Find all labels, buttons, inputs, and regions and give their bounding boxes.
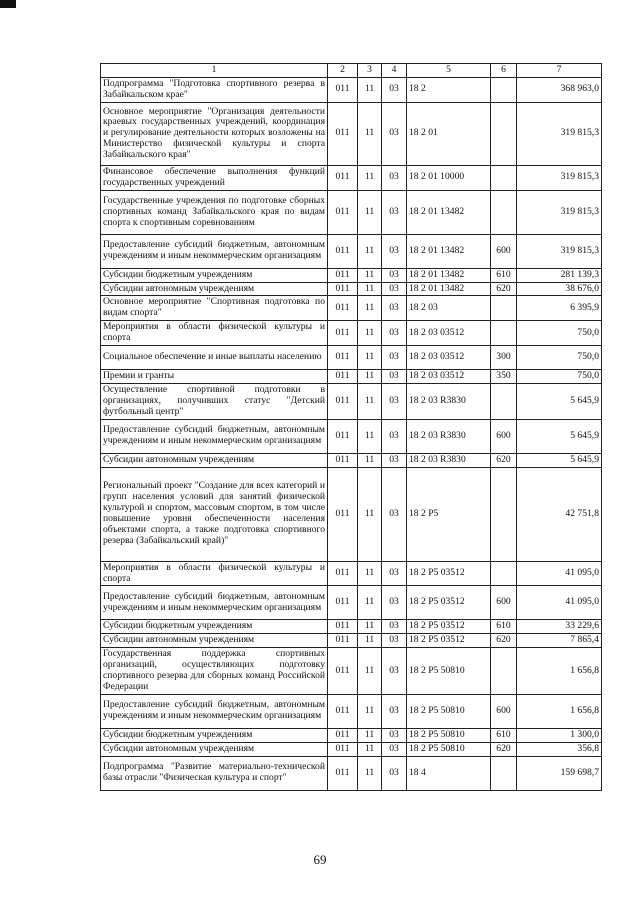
expense-type-cell <box>491 190 517 234</box>
amount-cell: 319 815,3 <box>517 190 602 234</box>
section-cell: 11 <box>358 586 382 620</box>
row-name-cell: Субсидии автономным учреждениям <box>101 634 328 648</box>
section-cell: 11 <box>358 694 382 728</box>
row-name-cell: Региональный проект "Создание для всех категорий и групп населения условий для занятий физической культурой и спортом, массовым спортом, в том числе повышение уровня обеспеченности населения объектами спорта, а также подготовка спортивного резерва (Забайкальский край)" <box>101 467 328 561</box>
subsection-cell: 03 <box>382 370 407 384</box>
table-row <box>101 620 602 634</box>
amount-cell: 41 095,0 <box>517 586 602 620</box>
amount-cell: 159 698,7 <box>517 756 602 790</box>
row-name-cell: Субсидии бюджетным учреждениям <box>101 268 328 282</box>
target-article-cell: 18 2 P5 03512 <box>407 620 491 634</box>
target-article-cell: 18 2 01 13482 <box>407 282 491 296</box>
amount-cell: 41 095,0 <box>517 561 602 586</box>
table-row <box>101 561 602 586</box>
expense-type-cell: 620 <box>491 453 517 467</box>
target-article-cell: 18 2 03 R3830 <box>407 419 491 453</box>
code-cell: 011 <box>328 648 358 695</box>
code-cell: 011 <box>328 634 358 648</box>
expense-type-cell <box>491 296 517 321</box>
subsection-cell: 03 <box>382 756 407 790</box>
amount-cell: 5 645,9 <box>517 383 602 419</box>
subsection-cell: 03 <box>382 694 407 728</box>
amount-cell: 5 645,9 <box>517 453 602 467</box>
expense-type-cell <box>491 102 517 165</box>
target-article-cell: 18 2 03 03512 <box>407 370 491 384</box>
target-article-cell: 18 2 P5 50810 <box>407 742 491 756</box>
expense-type-cell: 600 <box>491 419 517 453</box>
target-article-cell: 18 2 01 13482 <box>407 234 491 268</box>
expense-type-cell: 620 <box>491 742 517 756</box>
section-cell: 11 <box>358 620 382 634</box>
expense-type-cell <box>491 383 517 419</box>
amount-cell: 6 395,9 <box>517 296 602 321</box>
code-cell: 011 <box>328 419 358 453</box>
expense-type-cell <box>491 321 517 346</box>
row-name-cell: Осуществление спортивной подготовки в организациях, получивших статус "Детский футбольный центр" <box>101 383 328 419</box>
column-header: 3 <box>358 64 382 78</box>
table-row <box>101 586 602 620</box>
amount-cell: 319 815,3 <box>517 102 602 165</box>
row-name-cell: Субсидии автономным учреждениям <box>101 742 328 756</box>
amount-cell: 750,0 <box>517 321 602 346</box>
expense-type-cell: 610 <box>491 728 517 742</box>
code-cell: 011 <box>328 561 358 586</box>
row-name-cell: Мероприятия в области физической культуры и спорта <box>101 561 328 586</box>
table-row <box>101 370 602 384</box>
row-name-cell: Субсидии бюджетным учреждениям <box>101 620 328 634</box>
code-cell: 011 <box>328 467 358 561</box>
code-cell: 011 <box>328 296 358 321</box>
target-article-cell: 18 2 01 <box>407 102 491 165</box>
subsection-cell: 03 <box>382 648 407 695</box>
code-cell: 011 <box>328 383 358 419</box>
expense-type-cell: 600 <box>491 694 517 728</box>
code-cell: 011 <box>328 78 358 103</box>
amount-cell: 281 139,3 <box>517 268 602 282</box>
table-row <box>101 268 602 282</box>
section-cell: 11 <box>358 728 382 742</box>
amount-cell: 1 300,0 <box>517 728 602 742</box>
row-name-cell: Предоставление субсидий бюджетным, автономным учреждениям и иным некоммерческим организациям <box>101 234 328 268</box>
target-article-cell: 18 2 P5 50810 <box>407 648 491 695</box>
subsection-cell: 03 <box>382 383 407 419</box>
section-cell: 11 <box>358 370 382 384</box>
amount-cell: 319 815,3 <box>517 165 602 190</box>
expense-type-cell: 610 <box>491 268 517 282</box>
row-name-cell: Государственная поддержка спортивных организаций, осуществляющих подготовку спортивного резерва для сборных команд Российской Федерации <box>101 648 328 695</box>
column-header: 6 <box>491 64 517 78</box>
row-name-cell: Основное мероприятие "Организация деятельности краевых государственных учреждений, координация и регулирование деятельности которых возложены на Министерство физической культуры и спорта Забайкальского края" <box>101 102 328 165</box>
section-cell: 11 <box>358 634 382 648</box>
code-cell: 011 <box>328 346 358 370</box>
target-article-cell: 18 2 <box>407 78 491 103</box>
amount-cell: 42 751,8 <box>517 467 602 561</box>
section-cell: 11 <box>358 742 382 756</box>
row-name-cell: Основное мероприятие "Спортивная подготовка по видам спорта" <box>101 296 328 321</box>
table-row <box>101 346 602 370</box>
target-article-cell: 18 2 P5 50810 <box>407 728 491 742</box>
subsection-cell: 03 <box>382 419 407 453</box>
section-cell: 11 <box>358 561 382 586</box>
target-article-cell: 18 2 03 R3830 <box>407 453 491 467</box>
amount-cell: 7 865,4 <box>517 634 602 648</box>
target-article-cell: 18 2 P5 03512 <box>407 561 491 586</box>
code-cell: 011 <box>328 756 358 790</box>
target-article-cell: 18 2 03 03512 <box>407 321 491 346</box>
section-cell: 11 <box>358 234 382 268</box>
subsection-cell: 03 <box>382 620 407 634</box>
subsection-cell: 03 <box>382 321 407 346</box>
section-cell: 11 <box>358 190 382 234</box>
table-row <box>101 78 602 103</box>
code-cell: 011 <box>328 268 358 282</box>
table-row <box>101 728 602 742</box>
column-header: 1 <box>101 64 328 78</box>
subsection-cell: 03 <box>382 742 407 756</box>
table-row <box>101 165 602 190</box>
table-row <box>101 648 602 695</box>
expense-type-cell <box>491 561 517 586</box>
section-cell: 11 <box>358 383 382 419</box>
code-cell: 011 <box>328 453 358 467</box>
row-name-cell: Финансовое обеспечение выполнения функций государственных учреждений <box>101 165 328 190</box>
code-cell: 011 <box>328 742 358 756</box>
target-article-cell: 18 2 P5 03512 <box>407 634 491 648</box>
expense-type-cell <box>491 756 517 790</box>
target-article-cell: 18 2 01 13482 <box>407 190 491 234</box>
subsection-cell: 03 <box>382 634 407 648</box>
target-article-cell: 18 4 <box>407 756 491 790</box>
code-cell: 011 <box>328 282 358 296</box>
section-cell: 11 <box>358 648 382 695</box>
expense-type-cell: 620 <box>491 282 517 296</box>
table-row <box>101 234 602 268</box>
column-header: 2 <box>328 64 358 78</box>
column-header: 5 <box>407 64 491 78</box>
section-cell: 11 <box>358 268 382 282</box>
section-cell: 11 <box>358 321 382 346</box>
subsection-cell: 03 <box>382 190 407 234</box>
code-cell: 011 <box>328 165 358 190</box>
code-cell: 011 <box>328 190 358 234</box>
column-header: 7 <box>517 64 602 78</box>
table-row <box>101 756 602 790</box>
row-name-cell: Премии и гранты <box>101 370 328 384</box>
table-row <box>101 467 602 561</box>
amount-cell: 33 229,6 <box>517 620 602 634</box>
table-row <box>101 419 602 453</box>
expense-type-cell: 600 <box>491 234 517 268</box>
row-name-cell: Предоставление субсидий бюджетным, автономным учреждениям и иным некоммерческим организациям <box>101 694 328 728</box>
target-article-cell: 18 2 P5 <box>407 467 491 561</box>
target-article-cell: 18 2 P5 03512 <box>407 586 491 620</box>
column-header: 4 <box>382 64 407 78</box>
amount-cell: 1 656,8 <box>517 648 602 695</box>
row-name-cell: Подпрограмма "Подготовка спортивного резерва в Забайкальском крае" <box>101 78 328 103</box>
table-row <box>101 453 602 467</box>
table-row <box>101 190 602 234</box>
expense-type-cell: 610 <box>491 620 517 634</box>
amount-cell: 5 645,9 <box>517 419 602 453</box>
subsection-cell: 03 <box>382 78 407 103</box>
target-article-cell: 18 2 03 R3830 <box>407 383 491 419</box>
budget-table <box>100 63 602 791</box>
subsection-cell: 03 <box>382 728 407 742</box>
code-cell: 011 <box>328 586 358 620</box>
section-cell: 11 <box>358 467 382 561</box>
subsection-cell: 03 <box>382 346 407 370</box>
subsection-cell: 03 <box>382 165 407 190</box>
code-cell: 011 <box>328 694 358 728</box>
table-row <box>101 282 602 296</box>
row-name-cell: Субсидии бюджетным учреждениям <box>101 728 328 742</box>
row-name-cell: Государственные учреждения по подготовке сборных спортивных команд Забайкальского края по видам спорта к спортивным соревнованиям <box>101 190 328 234</box>
section-cell: 11 <box>358 756 382 790</box>
target-article-cell: 18 2 03 03512 <box>407 346 491 370</box>
code-cell: 011 <box>328 321 358 346</box>
code-cell: 011 <box>328 234 358 268</box>
section-cell: 11 <box>358 453 382 467</box>
subsection-cell: 03 <box>382 467 407 561</box>
section-cell: 11 <box>358 296 382 321</box>
row-name-cell: Социальное обеспечение и иные выплаты населению <box>101 346 328 370</box>
expense-type-cell: 620 <box>491 634 517 648</box>
subsection-cell: 03 <box>382 102 407 165</box>
expense-type-cell <box>491 467 517 561</box>
section-cell: 11 <box>358 419 382 453</box>
amount-cell: 1 656,8 <box>517 694 602 728</box>
subsection-cell: 03 <box>382 453 407 467</box>
table-row <box>101 296 602 321</box>
page-number: 69 <box>313 852 327 867</box>
row-name-cell: Субсидии автономным учреждениям <box>101 282 328 296</box>
expense-type-cell <box>491 165 517 190</box>
code-cell: 011 <box>328 620 358 634</box>
amount-cell: 750,0 <box>517 370 602 384</box>
target-article-cell: 18 2 03 <box>407 296 491 321</box>
code-cell: 011 <box>328 728 358 742</box>
expense-type-cell <box>491 78 517 103</box>
scan-corner-mark <box>0 0 16 8</box>
target-article-cell: 18 2 P5 50810 <box>407 694 491 728</box>
amount-cell: 750,0 <box>517 346 602 370</box>
code-cell: 011 <box>328 102 358 165</box>
amount-cell: 319 815,3 <box>517 234 602 268</box>
target-article-cell: 18 2 01 10000 <box>407 165 491 190</box>
expense-type-cell: 350 <box>491 370 517 384</box>
amount-cell: 38 676,0 <box>517 282 602 296</box>
row-name-cell: Предоставление субсидий бюджетным, автономным учреждениям и иным некоммерческим организациям <box>101 586 328 620</box>
subsection-cell: 03 <box>382 296 407 321</box>
table-row <box>101 383 602 419</box>
row-name-cell: Субсидии автономным учреждениям <box>101 453 328 467</box>
subsection-cell: 03 <box>382 282 407 296</box>
subsection-cell: 03 <box>382 234 407 268</box>
code-cell: 011 <box>328 370 358 384</box>
section-cell: 11 <box>358 78 382 103</box>
table-row <box>101 102 602 165</box>
row-name-cell: Мероприятия в области физической культуры и спорта <box>101 321 328 346</box>
subsection-cell: 03 <box>382 268 407 282</box>
section-cell: 11 <box>358 282 382 296</box>
row-name-cell: Предоставление субсидий бюджетным, автономным учреждениям и иным некоммерческим организациям <box>101 419 328 453</box>
amount-cell: 368 963,0 <box>517 78 602 103</box>
target-article-cell: 18 2 01 13482 <box>407 268 491 282</box>
section-cell: 11 <box>358 165 382 190</box>
table-row <box>101 742 602 756</box>
amount-cell: 356,8 <box>517 742 602 756</box>
table-header-row <box>101 64 602 78</box>
expense-type-cell <box>491 648 517 695</box>
table-row <box>101 694 602 728</box>
section-cell: 11 <box>358 346 382 370</box>
subsection-cell: 03 <box>382 586 407 620</box>
table-row <box>101 634 602 648</box>
section-cell: 11 <box>358 102 382 165</box>
row-name-cell: Подпрограмма "Развитие материально-технической базы отрасли "Физическая культура и спорт" <box>101 756 328 790</box>
expense-type-cell: 600 <box>491 586 517 620</box>
subsection-cell: 03 <box>382 561 407 586</box>
table-row <box>101 321 602 346</box>
expense-type-cell: 300 <box>491 346 517 370</box>
